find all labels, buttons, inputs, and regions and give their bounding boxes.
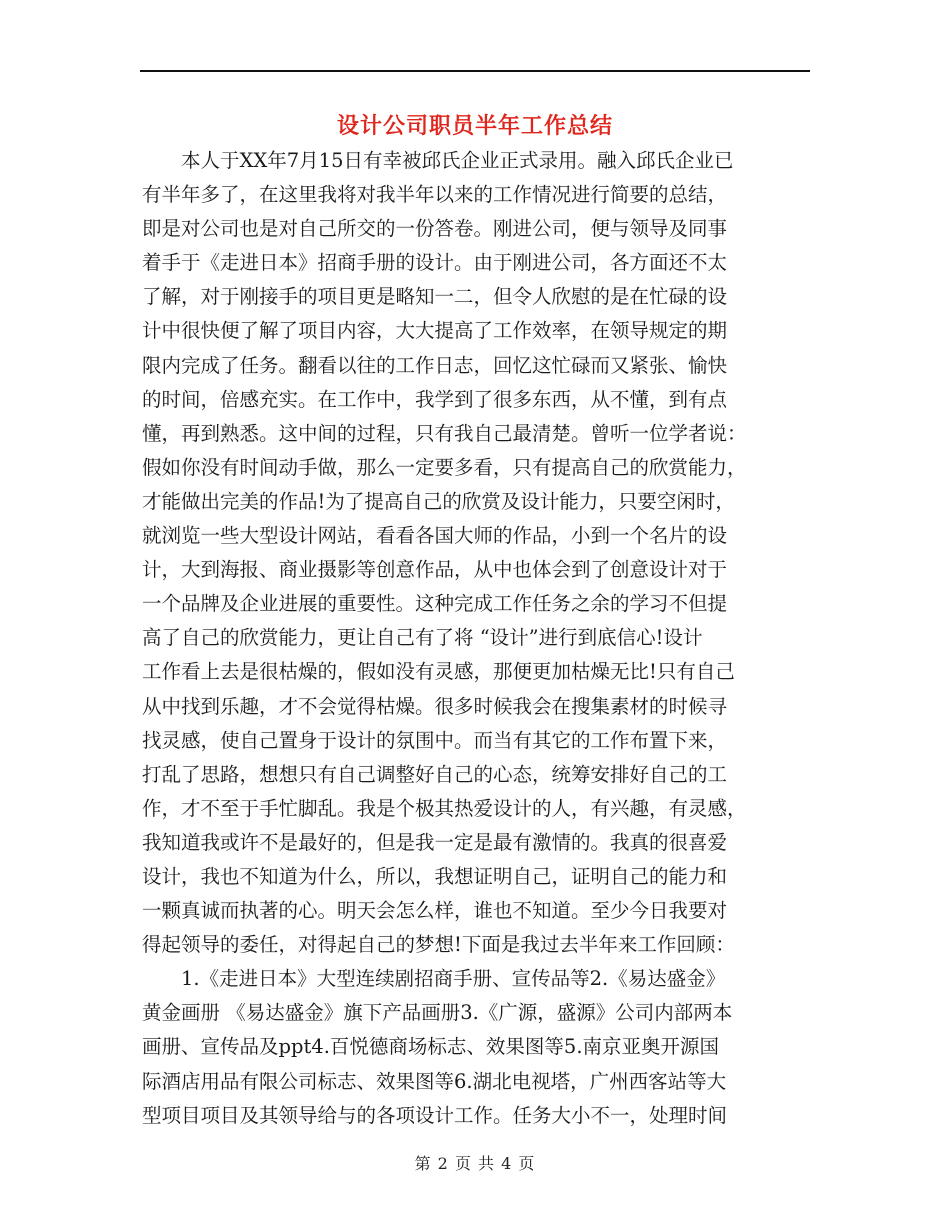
text-line: 限内完成了任务。翻看以往的工作日志，回忆这忙碌而又紧张、愉快 <box>142 353 728 377</box>
header-rule <box>140 70 810 72</box>
text-line: 了解，对于刚接手的项目更是略知一二，但令人欣慰的是在忙碌的设 <box>142 285 728 309</box>
text-line: 际酒店用品有限公司标志、效果图等6.湖北电视塔，广州西客站等大 <box>142 1069 727 1093</box>
text-line: 高了自己的欣赏能力，更让自己有了将 “设计”进行到底信心!设计 <box>142 626 703 650</box>
text-line: 画册、宣传品及ppt4.百悦德商场标志、效果图等5.南京亚奥开源国 <box>142 1035 720 1059</box>
text-line: 型项目项目及其领导给与的各项设计工作。任务大小不一，处理时间 <box>142 1103 728 1127</box>
text-line: 我知道我或许不是最好的，但是我一定是最有激情的。我真的很喜爱 <box>142 830 728 854</box>
document-title: 设计公司职员半年工作总结 <box>336 113 613 139</box>
text-line: 计中很快便了解了项目内容，大大提高了工作效率，在领导规定的期 <box>142 319 728 343</box>
text-line: 的时间，倍感充实。在工作中，我学到了很多东西，从不懂，到有点 <box>142 387 728 411</box>
text-line: 即是对公司也是对自己所交的一份答卷。刚进公司，便与领导及同事 <box>142 217 728 241</box>
text-line: 计，大到海报、商业摄影等创意作品，从中也体会到了创意设计对于 <box>142 558 728 582</box>
document-body <box>142 144 810 1133</box>
page-footer: 第 2 页 共 4 页 <box>414 1154 536 1173</box>
text-line: 工作看上去是很枯燥的，假如没有灵感，那便更加枯燥无比!只有自己 <box>142 660 735 684</box>
text-line: 打乱了思路，想想只有自己调整好自己的心态，统筹安排好自己的工 <box>142 762 728 786</box>
text-line: 有半年多了，在这里我将对我半年以来的工作情况进行简要的总结， <box>142 183 728 207</box>
text-line: 假如你没有时间动手做，那么一定要多看，只有提高自己的欣赏能力， <box>142 455 747 479</box>
text-line: 就浏览一些大型设计网站，看看各国大师的作品，小到一个名片的设 <box>142 524 728 548</box>
text-line: 找灵感，使自己置身于设计的氛围中。而当有其它的工作布置下来， <box>142 728 728 752</box>
text-line: 一个品牌及企业进展的重要性。这种完成工作任务之余的学习不但提 <box>142 592 728 616</box>
paragraph-1 <box>142 144 810 962</box>
paragraph-2 <box>142 962 810 1132</box>
text-line: 1.《走进日本》大型连续剧招商手册、宣传品等2.《易达盛金》 <box>142 967 726 991</box>
text-line: 得起领导的委任，对得起自己的梦想!下面是我过去半年来工作回顾： <box>142 933 735 957</box>
text-line: 本人于XX年7月15日有幸被邱氏企业正式录用。融入邱氏企业已 <box>142 149 734 172</box>
text-line: 作，才不至于手忙脚乱。我是个极其热爱设计的人，有兴趣，有灵感， <box>142 796 747 820</box>
text-line: 懂，再到熟悉。这中间的过程，只有我自己最清楚。曾听一位学者说： <box>142 421 747 445</box>
text-line: 设计，我也不知道为什么，所以，我想证明自己，证明自己的能力和 <box>142 864 728 888</box>
text-line: 黄金画册 《易达盛金》旗下产品画册3.《广源，盛源》公司内部两本 <box>142 1001 733 1025</box>
text-line: 着手于《走进日本》招商手册的设计。由于刚进公司，各方面还不太 <box>142 251 728 275</box>
text-line: 一颗真诚而执著的心。明天会怎么样，谁也不知道。至少今日我要对 <box>142 899 728 923</box>
text-line: 才能做出完美的作品!为了提高自己的欣赏及设计能力，只要空闲时， <box>142 489 735 513</box>
text-line: 从中找到乐趣，才不会觉得枯燥。很多时候我会在搜集素材的时候寻 <box>142 694 728 718</box>
